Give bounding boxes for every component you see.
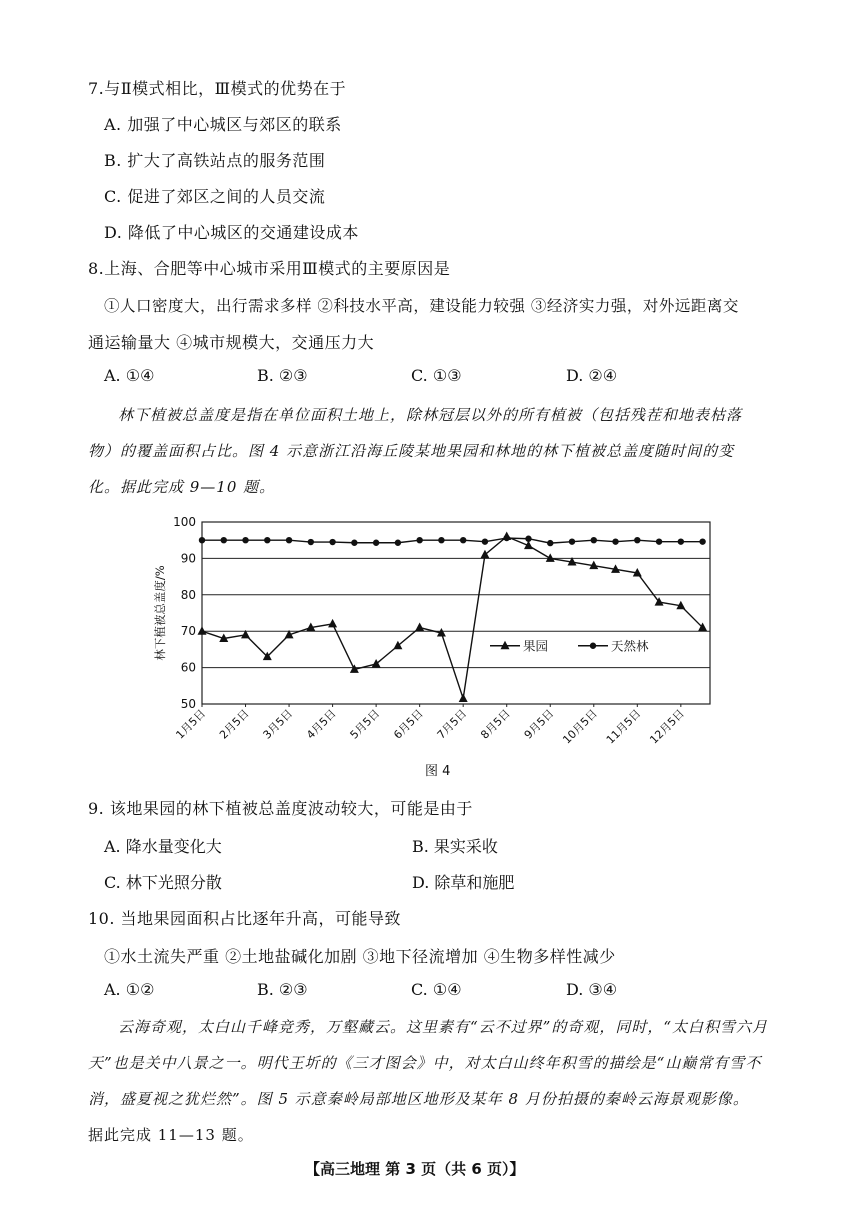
intro1-line1: 林下植被总盖度是指在单位面积土地上，除林冠层以外的所有植被（包括残茬和地表枯落 — [118, 406, 743, 424]
q8-option-d: D. ②④ — [566, 366, 618, 385]
q7-option-d: D. 降低了中心城区的交通建设成本 — [104, 223, 359, 242]
figure-4-line-chart — [140, 508, 740, 758]
data-point — [504, 535, 510, 541]
data-point — [351, 540, 357, 546]
data-point — [699, 538, 705, 544]
data-point — [308, 539, 314, 545]
data-point — [221, 537, 227, 543]
x-tick-label: 3月5日 — [260, 706, 296, 742]
data-point — [678, 538, 684, 544]
q7-option-a: A. 加强了中心城区与郊区的联系 — [104, 115, 342, 134]
q8-items-line2: 通运输量大 ④城市规模大，交通压力大 — [88, 333, 375, 352]
y-tick-label: 60 — [180, 660, 196, 675]
intro2-line3: 消，盛夏视之犹烂然”。图 5 示意秦岭局部地区地形及某年 8 月份拍摄的秦岭云海景观影像。 — [88, 1090, 749, 1108]
question-10-stem: 10. 当地果园面积占比逐年升高，可能导致 — [88, 909, 402, 928]
data-point — [482, 538, 488, 544]
data-point — [569, 538, 575, 544]
y-tick-label: 90 — [180, 551, 196, 566]
data-point — [656, 538, 662, 544]
legend-label: 果园 — [523, 638, 549, 654]
x-tick-label: 10月5日 — [560, 706, 600, 747]
x-tick-label: 4月5日 — [304, 706, 339, 742]
intro2-line4: 据此完成 11—13 题。 — [88, 1126, 254, 1144]
data-point — [198, 626, 207, 635]
q7-option-c: C. 促进了郊区之间的人员交流 — [104, 187, 326, 206]
y-axis-label: 林下植被总盖度/% — [153, 565, 167, 661]
legend-marker — [501, 641, 510, 650]
q10-option-a: A. ①② — [104, 980, 155, 999]
q8-option-c: C. ①③ — [411, 366, 462, 385]
series-line-2 — [202, 538, 703, 543]
question-8-stem: 8.上海、合肥等中心城市采用Ⅲ模式的主要原因是 — [88, 259, 451, 278]
page-footer: 【高三地理 第 3 页（共 6 页）】 — [305, 1160, 525, 1178]
q8-items-line1: ①人口密度大，出行需求多样 ②科技水平高，建设能力较强 ③经济实力强，对外远距离交 — [104, 297, 739, 315]
data-point — [438, 537, 444, 543]
data-point — [612, 538, 618, 544]
x-tick-label: 8月5日 — [478, 706, 513, 742]
q7-option-b: B. 扩大了高铁站点的服务范围 — [104, 151, 326, 170]
y-tick-label: 80 — [180, 587, 196, 602]
q9-option-b: B. 果实采收 — [412, 837, 498, 856]
x-tick-label: 12月5日 — [647, 706, 687, 747]
data-point — [416, 537, 422, 543]
data-point — [286, 537, 292, 543]
data-point — [264, 537, 270, 543]
q9-option-a: A. 降水量变化大 — [104, 837, 222, 856]
q9-option-c: C. 林下光照分散 — [104, 873, 222, 892]
data-point — [480, 550, 489, 559]
q8-option-b: B. ②③ — [257, 366, 308, 385]
data-point — [372, 659, 381, 668]
intro2-line2: 天”也是关中八景之一。明代王圻的《三才图会》中，对太白山终年积雪的描绘是“山巅常有雪不 — [88, 1054, 762, 1072]
data-point — [459, 694, 468, 703]
intro1-line3: 化。据此完成 9—10 题。 — [88, 478, 276, 496]
data-point — [525, 536, 531, 542]
legend-marker — [590, 643, 596, 649]
data-point — [373, 540, 379, 546]
q9-option-d: D. 除草和施肥 — [412, 873, 515, 892]
q10-items: ①水土流失严重 ②土地盐碱化加剧 ③地下径流增加 ④生物多样性减少 — [104, 947, 616, 966]
question-7-stem: 7.与Ⅱ模式相比，Ⅲ模式的优势在于 — [88, 79, 347, 98]
q10-option-d: D. ③④ — [566, 980, 618, 999]
x-tick-label: 9月5日 — [521, 706, 557, 742]
data-point — [547, 540, 553, 546]
x-tick-label: 5月5日 — [347, 706, 383, 742]
x-tick-label: 2月5日 — [217, 706, 252, 742]
q10-option-b: B. ②③ — [257, 980, 308, 999]
data-point — [460, 537, 466, 543]
data-point — [393, 641, 402, 650]
x-tick-label: 11月5日 — [603, 706, 644, 747]
question-9-stem: 9. 该地果园的林下植被总盖度波动较大，可能是由于 — [88, 799, 473, 818]
data-point — [242, 537, 248, 543]
data-point — [328, 619, 337, 628]
data-point — [415, 623, 424, 632]
legend-label: 天然林 — [611, 638, 649, 654]
x-tick-label: 1月5日 — [173, 706, 209, 742]
y-tick-label: 50 — [180, 697, 196, 711]
series-line-1 — [202, 537, 703, 699]
q8-option-a: A. ①④ — [104, 366, 155, 385]
y-tick-label: 100 — [173, 515, 196, 529]
q10-option-c: C. ①④ — [411, 980, 462, 999]
data-point — [546, 553, 555, 562]
data-point — [329, 539, 335, 545]
y-tick-label: 70 — [180, 624, 196, 639]
data-point — [395, 540, 401, 546]
intro1-line2: 物）的覆盖面积占比。图 4 示意浙江沿海丘陵某地果园和林地的林下植被总盖度随时间的变 — [88, 442, 735, 460]
data-point — [591, 537, 597, 543]
intro2-line1: 云海奇观，太白山千峰竞秀，万壑藏云。这里素有“云不过界”的奇观，同时，“太白积雪六月 — [118, 1018, 769, 1036]
data-point — [199, 537, 205, 543]
figure-4-caption: 图 4 — [425, 764, 451, 779]
x-tick-label: 7月5日 — [434, 706, 470, 742]
x-tick-label: 6月5日 — [391, 706, 426, 742]
data-point — [634, 537, 640, 543]
